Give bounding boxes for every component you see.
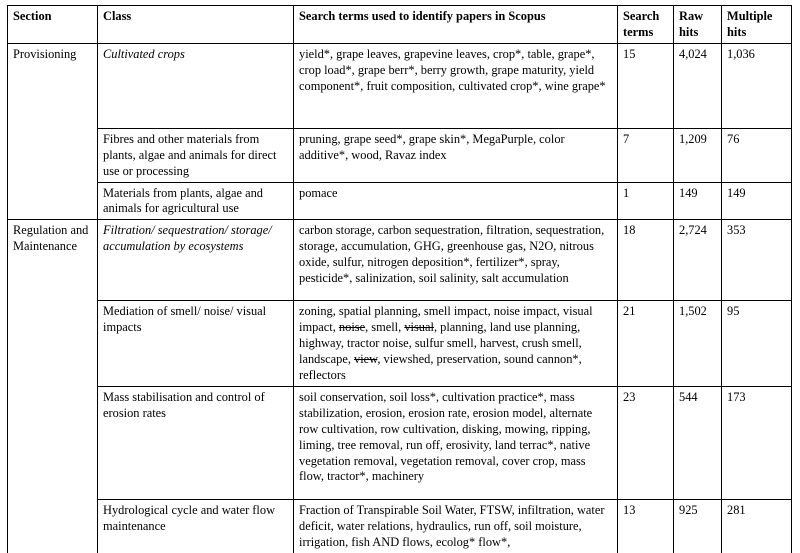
header-raw-hits: Raw hits (674, 6, 722, 44)
multiple-hits-cell: 149 (722, 182, 792, 220)
multiple-hits-cell: 1,036 (722, 43, 792, 128)
num-terms-cell: 21 (618, 301, 674, 387)
table-row (8, 128, 792, 182)
terms-cell: yield*, grape leaves, grapevine leaves, crop*, table, grape*, crop load*, grape berr*, berry growth, grape maturity, yield component*, fruit composition, cultivated crop*, wine grape* (294, 43, 618, 128)
class-cell: Cultivated crops (98, 43, 294, 128)
multiple-hits-cell: 95 (722, 301, 792, 387)
multiple-hits-cell: 173 (722, 386, 792, 499)
num-terms-cell: 23 (618, 386, 674, 499)
section-cell (8, 128, 98, 182)
section-cell: Provisioning (8, 43, 98, 128)
class-cell: Materials from plants, algae and animals for agricultural use (98, 182, 294, 220)
header-section: Section (8, 6, 98, 44)
terms-text: , planning, land use planning, highway, tractor noise, sulfur smell, harvest, crush smell, landscape, (299, 320, 582, 367)
raw-hits-cell: 2,724 (674, 220, 722, 301)
terms-text: zoning, spatial planning, smell impact, noise impact, visual impact, (299, 304, 593, 335)
multiple-hits-cell: 281 (722, 499, 792, 552)
class-cell: Hydrological cycle and water flow maintenance (98, 499, 294, 552)
table-row (8, 499, 792, 552)
num-terms-cell: 18 (618, 220, 674, 301)
terms-cell (294, 301, 618, 387)
raw-hits-cell: 925 (674, 499, 722, 552)
struck-term: view (354, 352, 378, 367)
class-cell: Mediation of smell/ noise/ visual impacts (98, 301, 294, 387)
section-cell (8, 386, 98, 499)
raw-hits-cell: 4,024 (674, 43, 722, 128)
header-class: Class (98, 6, 294, 44)
num-terms-cell: 7 (618, 128, 674, 182)
class-cell: Mass stabilisation and control of erosion rates (98, 386, 294, 499)
terms-text: , smell, (365, 320, 405, 335)
num-terms-cell: 1 (618, 182, 674, 220)
section-cell (8, 301, 98, 387)
terms-cell: Fraction of Transpirable Soil Water, FTSW, infiltration, water deficit, water relations, hydraulics, run off, soil moisture, irrigation, fish AND flows, ecolog* flow*, (294, 499, 618, 552)
table-row (8, 386, 792, 499)
raw-hits-cell: 544 (674, 386, 722, 499)
struck-term: visual (404, 320, 434, 335)
table-header-row (8, 6, 792, 44)
header-search-terms: Search terms used to identify papers in Scopus (294, 6, 618, 44)
table-row (8, 220, 792, 301)
table-row (8, 43, 792, 128)
raw-hits-cell: 1,209 (674, 128, 722, 182)
raw-hits-cell: 149 (674, 182, 722, 220)
section-cell (8, 499, 98, 552)
raw-hits-cell: 1,502 (674, 301, 722, 387)
class-cell: Filtration/ sequestration/ storage/ accumulation by ecosystems (98, 220, 294, 301)
class-cell: Fibres and other materials from plants, algae and animals for direct use or processing (98, 128, 294, 182)
multiple-hits-cell: 353 (722, 220, 792, 301)
multiple-hits-cell: 76 (722, 128, 792, 182)
struck-term: noise (338, 320, 366, 335)
num-terms-cell: 13 (618, 499, 674, 552)
scopus-search-terms-table (7, 5, 792, 553)
table-row (8, 301, 792, 387)
section-cell: Regulation and Maintenance (8, 220, 98, 301)
header-num-terms: Search terms (618, 6, 674, 44)
terms-cell: pomace (294, 182, 618, 220)
terms-cell: carbon storage, carbon sequestration, filtration, sequestration, storage, accumulation, GHG, greenhouse gas, N2O, nitrous oxide, sulfur, nitrogen deposition*, fertilizer*, spray, pesticide*, salinization, soil salinity, salt accumulation (294, 220, 618, 301)
terms-text: , viewshed, preservation, sound cannon*, reflectors (299, 352, 582, 382)
terms-cell: soil conservation, soil loss*, cultivation practice*, mass stabilization, erosion, erosion rate, erosion model, alternate row cultivation, row cultivation, disking, mowing, ripping, liming, tree removal, run off, erosivity, land terrac*, native vegetation removal, vegetation removal, cover crop, mass flow, tractor*, machinery (294, 386, 618, 499)
header-multiple-hits: Multiple hits (722, 6, 792, 44)
terms-cell: pruning, grape seed*, grape skin*, MegaPurple, color additive*, wood, Ravaz index (294, 128, 618, 182)
table-row (8, 182, 792, 220)
num-terms-cell: 15 (618, 43, 674, 128)
section-cell (8, 182, 98, 220)
